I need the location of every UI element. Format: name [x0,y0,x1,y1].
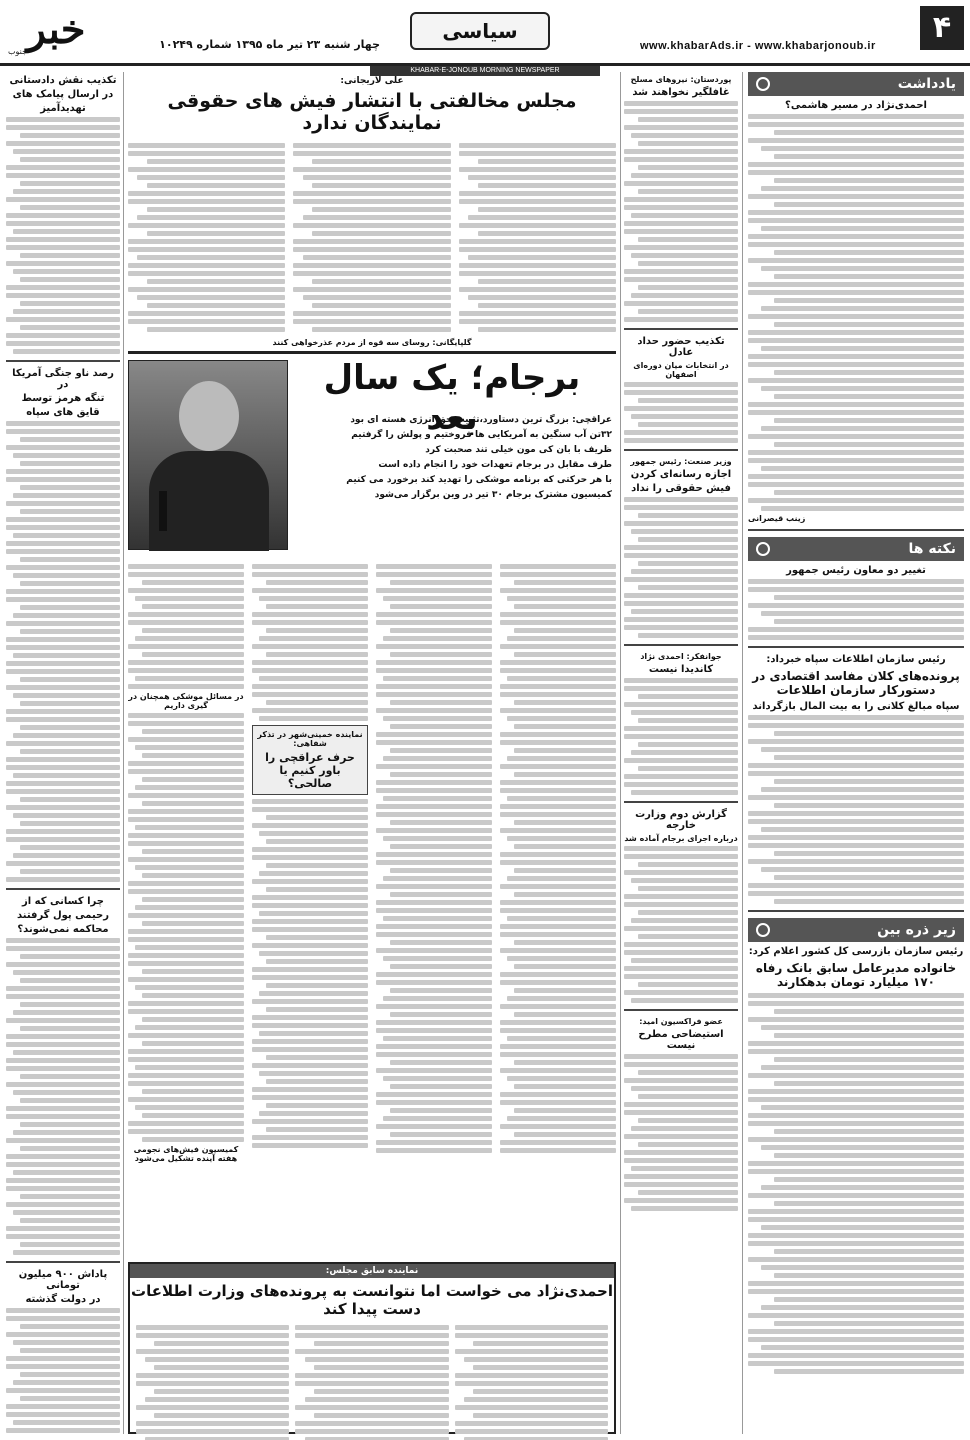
english-strip: KHABAR-E-JONOUB MORNING NEWSPAPER [370,66,600,76]
feature-bullet: عراقچی: بزرگ ترین دستاورد،تثبیت حق انرژی هسته ای بود [350,415,612,425]
left-column [6,72,124,1434]
a3-sub: فیش حقوقی را نداد [631,483,731,494]
bottom-title: احمدی‌نژاد می خواست اما نتوانست به پرونده‌های وزارت اطلاعات دست پیدا کند [131,1282,613,1318]
l4-body [6,1308,120,1434]
a6-body [624,1054,738,1211]
divider [624,1009,738,1011]
feature-bullets [292,410,612,505]
l2-sub: تنگه هرمز توسط [21,393,105,404]
divider [748,646,964,648]
divider [624,328,738,330]
microphone-icon [159,491,167,531]
zir-title: رئیس سازمان بازرسی کل کشور اعلام کرد: [748,946,964,957]
section-label: سیاسی [410,12,550,50]
a1-body [624,101,738,322]
l3-body [6,938,120,1255]
magnifier-icon [756,923,770,937]
l2-title: رصد ناو جنگی آمریکا در [12,368,114,390]
l4-sub: در دولت گذشته [25,1294,101,1305]
feature-headline: برجام؛ یک سال بعد [323,358,581,438]
divider [6,360,120,362]
note-icon [756,77,770,91]
feature-bullet: ۳۲تن آب سنگین به آمریکایی ها فروختیم و پولش را گرفتیم [351,430,612,440]
note-byline: زینب قیصرانی [748,514,806,523]
masthead [0,0,970,66]
a1-title: غافلگیر نخواهند شد [632,87,730,98]
logo [6,4,106,60]
subhead-1: گلپایگانی: روسای سه قوه از مردم عذرخواهی کنند [272,338,472,347]
a1-kicker: پوردستان: نیروهای مسلح [630,75,732,84]
subhead-2: در مسائل موشکی همچنان در گیری داریم [128,692,244,710]
a4-body [624,678,738,795]
bottom-banner [128,1262,616,1434]
a3-body [624,497,738,638]
l1-body [6,117,120,354]
bottom-kicker: نماینده سابق مجلس: [130,1264,614,1278]
logo-sub: جنوب [8,47,28,56]
feature-bullet: با هر حرکتی که برنامه موشکی را تهدید کند برخورد می کنیم [346,475,612,485]
a5-sub: درباره اجرای برجام آماده شد [624,834,738,843]
mid-right-column [620,72,738,1434]
l2-sub2: قایق های سپاه [26,407,100,418]
bottom-body [130,1322,614,1440]
nokte-title: تغییر دو معاون رئیس جمهور [786,565,926,576]
l3-sub: رحیمی پول گرفتند [16,910,110,921]
l3-sub2: محاکمه نمی‌شوند؟ [17,924,109,935]
zir-body [748,993,964,1374]
logo-text: خبر [26,6,86,53]
divider [624,449,738,451]
divider [748,529,964,531]
a3-title: اجازه رسانه‌ای کردن [630,469,732,480]
right-column [742,72,964,1434]
page-number: ۴ [920,6,964,50]
zir-header-label: زیر ذره بین [877,922,956,938]
a5-body [624,846,738,1003]
quote-kicker: نماینده خمینی‌شهر در تذکر شفاهی: [257,730,363,748]
zir-subtitle: خانواده مدیرعامل سابق بانک رفاه ۱۷۰ میلیارد تومان بدهکارند [755,961,957,989]
top-article-body [128,140,616,335]
l3-title: چرا کسانی که از [22,896,104,907]
a4-kicker: جوانفکر: احمدی نژاد [640,652,722,661]
note-body [748,114,964,511]
site-url[interactable]: www.khabarAds.ir - www.khabarjonoub.ir [640,40,876,52]
divider [6,888,120,890]
note-title: احمدی‌نژاد در مسیر هاشمی؟ [785,100,927,111]
divider [748,910,964,912]
divider [6,1261,120,1263]
top-headline: مجلس مخالفتی با انتشار فیش های حقوقی نمایندگان ندارد [167,90,577,134]
note-header [748,72,964,96]
intel-subtitle: پرونده‌های کلان مفاسد اقتصادی در دستورکار سازمان اطلاعات [752,669,960,697]
a2-body [624,382,738,443]
intel-body [748,715,964,904]
subhead-3: کمیسیون فیش‌های نجومی هفته آینده تشکیل می‌شود [133,1145,239,1163]
l4-title: پاداش ۹۰۰ میلیون تومانی [18,1269,108,1291]
quote-box [252,725,368,795]
nokte-header [748,537,964,561]
nokte-body [748,579,964,640]
main-column [128,72,616,1434]
intel-title: رئیس سازمان اطلاعات سپاه خبرداد: [766,654,946,665]
a2-sub: در انتخابات میان دوره‌ای اصفهان [633,361,729,379]
feature-photo [128,360,288,550]
a2-title: تکذیب حضور حداد عادل [637,336,725,358]
quote-title: حرف عراقچی را باور کنیم یا صالحی؟ [265,751,355,790]
nokte-icon [756,542,770,556]
a6-kicker: عضو فراکسیون امید: [639,1017,723,1026]
feature-story [128,351,616,561]
dateline: چهار شنبه ۲۳ تیر ماه ۱۳۹۵ شماره ۱۰۲۴۹ [159,38,380,51]
divider [624,644,738,646]
divider [624,801,738,803]
feature-article-body [128,561,616,1166]
zir-header [748,918,964,942]
l1-title: تکذیب نقش دادستانی [9,75,117,86]
a3-kicker: وزیر صنعت: رئیس جمهور [630,457,732,466]
l1-sub: در ارسال پیامک های [12,89,114,100]
feature-bullet: کمیسیون مشترک برجام ۳۰ تیر در وین برگزار می‌شود [374,490,612,500]
a6-title: استیضاحی مطرح نیست [638,1029,724,1051]
feature-bullet: طرف مقابل در برجام تعهدات خود را انجام داده است [378,460,612,470]
a5-title: گزارش دوم وزارت خارجه [635,809,727,831]
note-header-label: یادداشت [897,76,956,92]
nokte-header-label: نکته ها [908,541,956,557]
l1-sub2: تهدیدآمیز [40,103,86,114]
l2-body [6,421,120,882]
feature-bullet: ظریف با بان کی مون خیلی تند صحبت کرد [425,445,612,455]
a4-title: کاندیدا نیست [648,664,714,675]
intel-sub2: سپاه مبالغ کلانی را به بیت المال بازگرداند [752,701,960,712]
top-byline: علی لاریجانی: [340,76,404,86]
